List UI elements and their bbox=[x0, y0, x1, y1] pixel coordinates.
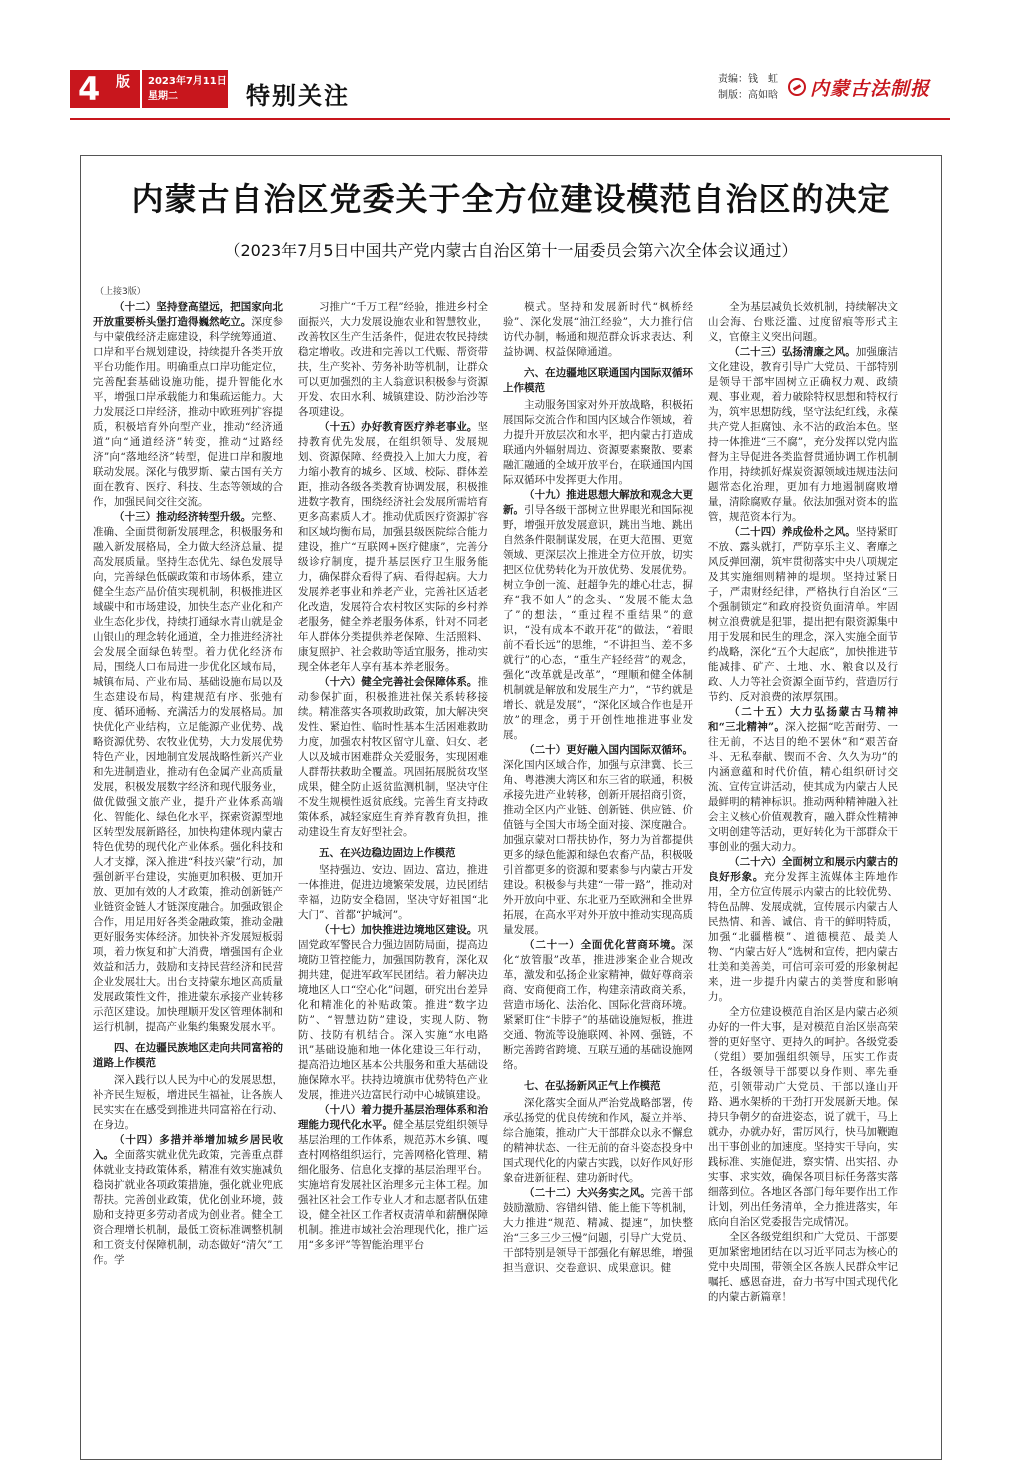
article-title: 内蒙古自治区党委关于全方位建设模范自治区的决定 bbox=[131, 180, 891, 218]
article-paragraph bbox=[503, 1096, 693, 1186]
article-paragraph bbox=[708, 1005, 898, 1230]
paragraph-text: 完善干部鼓励激励、容错纠错、能上能下等机制，大力推进“规范、精减、提速”，加快整治“三多三少三慢”问题，引导广大党员、干部特别是领导干部强化有解思维，增强担当意识、交卷意识、成果意识。健 bbox=[503, 1187, 693, 1274]
paragraph-text: 深化落实全面从严治党战略部署，传承弘扬党的优良传统和作风，凝立并举、综合施策，推动广大干部群众以永不懈怠的精神状态、一往无前的奋斗姿态投身中国式现代化的内蒙古实践，以好作风好形象奋进新征程、建功新时代。 bbox=[503, 1097, 693, 1184]
paragraph-text: 坚持紧盯不放、露头就打，严防享乐主义、奢靡之风反弹回潮，筑牢贯彻落实中央八项规定及其实施细则精神的堤坝。坚持过紧日子，严肃财经纪律，严格执行自治区“三个强制锁定”和政府投资负面清单。牢固树立浪费就是犯罪，提出把有限资源集中用于发展和民生的理念，深入实施全面节约战略，深化“五个大起底”，加快推进节能减排、矿产、土地、水、粮食以及行政、人力等社会资源全面节约，营造厉行节约、反对浪费的浓厚氛围。 bbox=[708, 526, 898, 703]
article-column-3 bbox=[503, 300, 693, 1450]
newspaper-logo bbox=[788, 72, 930, 102]
subsection-lead: （二十五）大力弘扬蒙古马精神和“三北精神”。 bbox=[708, 706, 898, 733]
paragraph-text: 深入挖掘“吃苦耐劳、一往无前，不达目的绝不罢休”和“艰苦奋斗、无私奉献、锲而不舍、久久为功”的内涵意蕴和时代价值，精心组织研讨交流、宣传宣讲活动，使其成为内蒙古人民最鲜明的精神标识。推动两种精神融入社会主义核心价值观教育，融入群众性精神文明创建等活动，更好转化为干部群众干事创业的强大动力。 bbox=[708, 721, 898, 853]
credits bbox=[718, 72, 778, 104]
article-paragraph bbox=[708, 525, 898, 705]
article-paragraph bbox=[503, 743, 693, 938]
logo-emblem-icon bbox=[788, 78, 806, 96]
subsection-lead: （十九）推进思想大解放和观念大更新。 bbox=[503, 489, 693, 516]
article-subtitle: （2023年7月5日中国共产党内蒙古自治区第十一届委员会第六次全体会议通过） bbox=[224, 241, 798, 260]
article-frame bbox=[80, 155, 942, 1460]
article-column-2 bbox=[298, 300, 488, 1450]
article-paragraph bbox=[708, 1230, 898, 1305]
paragraph-text: 巩固党政军警民合力强边固防局面，提高边境防卫管控能力，加强国防教育，深化双拥共建，促进军政军民团结。着力解决边境地区人口“空心化”问题，研究出台差异化和精准化的补贴政策。推进“数字边防”、“智慧边防”建设，实现人防、物防、技防有机结合。深入实施“水电路讯”基础设施和地一体化建设三年行动，提高沿边地区基本公共服务和重大基础设施保障水平。扶持边境旗市优势特色产业发展，推进兴边富民行动中心城镇建设。 bbox=[298, 924, 488, 1101]
article-paragraph bbox=[503, 488, 693, 743]
subsection-lead: （二十四）养成俭朴之风。 bbox=[729, 526, 856, 538]
article-paragraph bbox=[298, 1103, 488, 1253]
article-paragraph bbox=[298, 863, 488, 923]
paragraph-text: 充分发挥主流媒体主阵地作用，全方位宣传展示内蒙古的比较优势、特色品牌、发展成就，宣传展示内蒙古人民热情、和善、诚信、肯干的鲜明特质，加强“北疆楷模”、道德模范、最美人物、“内蒙古好人”选树和宣传，把内蒙古壮美和美善美，可信可亲可爱的形象树起来，进一步提升内蒙古的美誉度和影响力。 bbox=[708, 871, 898, 1003]
paragraph-text: 坚持教育优先发展，在组织领导、发展规划、资源保障、经费投入上加大力度，着力缩小教育的城乡、区域、校际、群体差距，推动各级各类教育协调发展，积极推进数字教育，围绕经济社会发展所需培育更多高素质人才。推动优质医疗资源扩容和区域均衡布局，加强县级医院综合能力建设，推广“互联网+医疗健康”，完善分级诊疗制度，提升基层医疗卫生服务能力，确保群众看得了病、看得起病。大力发展养老事业和养老产业，完善社区适老化改造，发展符合农村牧区实际的乡村养老服务，健全养老服务体系，针对不同老年人群体分类提供养老保障、生活照料、康复照护、社会救助等适宜服务，推动实现全体老年人享有基本养老服务。 bbox=[298, 421, 488, 673]
subsection-lead: （二十一）全面优化营商环境。 bbox=[524, 939, 683, 951]
subsection-lead: （二十二）大兴务实之风。 bbox=[524, 1187, 651, 1199]
subsection-lead: （二十）更好融入国内国际双循环。 bbox=[524, 744, 693, 756]
section-heading: 七、在弘扬新风正气上作模范 bbox=[524, 1080, 661, 1092]
article-paragraph bbox=[708, 345, 898, 525]
header-rule bbox=[70, 118, 950, 120]
paragraph-text: 深化国内区域合作，加强与京津冀、长三角、粤港澳大湾区和东三省的联通，积极承接先进产业转移，创新开展招商引资，推动全区内产业链、创新链、供应链、价值链与全国大市场全面对接、深度融合。加强京蒙对口帮扶协作，努力为首都提供更多的绿色能源和绿色农畜产品，积极吸引首都更多的资源和要素参与内蒙古开发建设。积极参与共建“一带一路”，推动对外开放向中亚、东北亚乃至欧洲和全世界拓展，在高水平对外开放中推动实现高质量发展。 bbox=[503, 759, 693, 936]
newspaper-name: 内蒙古法制报 bbox=[810, 77, 931, 100]
date-badge bbox=[142, 70, 228, 108]
paragraph-text: 推动参保扩面，积极推进社保关系转移接续。精准落实各项救助政策，加大解决突发性、紧迫性、临时性基本生活困难救助力度，加强农村牧区留守儿童、妇女、老人以及城市困难群众关爱服务，实现困难人群帮扶救助全覆盖。巩固拓展脱贫攻坚成果，健全防止返贫监测机制，坚决守住不发生规模性返贫底线。完善生育支持政策体系，减轻家庭生育养育教育负担，推动建设生育友好型社会。 bbox=[298, 676, 488, 838]
page-number: 4 bbox=[78, 70, 101, 108]
page-number-badge bbox=[70, 70, 140, 108]
article-paragraph bbox=[708, 855, 898, 1005]
section-heading: 六、在边疆地区联通国内国际双循环上作模范 bbox=[503, 367, 693, 394]
paragraph-text: 深入践行以人民为中心的发展思想，补齐民生短板，增进民生福祉，让各族人民实实在在感受到推进共同富裕在行动、在身边。 bbox=[93, 1074, 283, 1131]
continued-note: （上接3版） bbox=[95, 287, 146, 297]
paragraph-text: 深化“放管服”改革，推进涉案企业合规改革，激发和弘扬企业家精神，做好尊商亲商、安商便商工作，构建亲清政商关系，营造市场化、法治化、国际化营商环境。紧紧盯住“卡脖子”的基础设施短板，推进交通、物流等设施联网、补网、强链，不断完善跨省跨境、互联互通的基础设施网络。 bbox=[503, 939, 693, 1071]
article-paragraph bbox=[298, 300, 488, 420]
article-paragraph bbox=[298, 420, 488, 675]
subsection-lead: （十七）加快推进边境地区建设。 bbox=[319, 924, 478, 936]
issue-weekday: 星期二 bbox=[148, 91, 178, 102]
article-paragraph bbox=[93, 1133, 283, 1268]
paragraph-text: 主动服务国家对外开放战略，积极拓展国际交流合作和国内区域合作领域，着力提升开放层次和水平，把内蒙古打造成联通内外辐射周边、资源要素聚散、要素融汇融通的全域开放平台，在联通国内国际双循环中发挥更大作用。 bbox=[503, 399, 693, 486]
subsection-lead: （十六）健全完善社会保障体系。 bbox=[319, 676, 478, 688]
subsection-lead: （十三）推动经济转型升级。 bbox=[114, 511, 252, 523]
article-paragraph bbox=[503, 300, 693, 360]
paragraph-text: 引导各级干部树立世界眼光和国际视野，增强开放发展意识，跳出当地、跳出自然条件限制谋发展，在更大范围、更宽领域、更深层次上推进全方位开放，切实把区位优势转化为开放优势、发展优势。树立争创一流、赶超争先的雄心壮志，摒弃“我不如人”的念头、“发展不能太急了”的想法，“重过程不重结果”的意识，“没有成本不敢开花”的做法，“着眼前不看长远”的思维，“不讲担当、差不多就行”的心态，“重生产轻经营”的观念，强化“改革就是改革”，“理顺和健全体制机制就是解放和发展生产力”，“节约就是增长、就是发展”，“深化区域合作也是开放”的理念，勇于开创性地推进事业发展。 bbox=[503, 504, 693, 741]
article-paragraph bbox=[503, 938, 693, 1073]
article-paragraph bbox=[503, 398, 693, 488]
paragraph-text: 全方位建设模范自治区是内蒙古必须办好的一件大事，是对模范自治区崇高荣誉的更好坚守、更持久的呵护。各级党委（党组）要加强组织领导，压实工作责任，各级领导干部要以身作则、率先垂范，引领带动广大党员、干部以逢山开路、遇水架桥的干劲打开发展新天地。保持只争朝夕的奋进姿态，说了就干，马上就办，办就办好，雷厉风行，快马加鞭跑出干事创业的加速度。坚持实干导向，实践标准、实施促进，察实情、出实招、办实事、求实效，确保各项目标任务落实落细落到位。各地区各部门每年要作出工作计划，列出任务清单，全力推进落实，年底向自治区党委报告完成情况。 bbox=[708, 1006, 898, 1228]
paragraph-text: 深度参与中蒙俄经济走廊建设，科学统筹通道、口岸和平台规划建设，持续提升各类开放平台功能作用。明确重点口岸功能定位，完善配套基础设施功能，提升智能化水平，增强口岸承载能力和集疏运能力。大力发展泛口岸经济，推动中欧班列扩容提质，积极培育外向型产业，推动“经济通道”向“通道经济”转变，推动“过路经济”向“落地经济”转型，促进口岸和腹地联动发展。深化与俄罗斯、蒙古国有关方面在教育、医疗、科技、生态等领域的合作，加强民间交往交流。 bbox=[93, 316, 283, 508]
article-paragraph bbox=[708, 300, 898, 345]
subsection-lead: （二十六）全面树立和展示内蒙古的良好形象。 bbox=[708, 856, 898, 883]
article-column-1 bbox=[93, 300, 283, 1450]
paragraph-text: 习推广“千万工程”经验，推进乡村全面振兴，大力发展设施农业和智慧牧业，改善牧区生产生活条件，促进农牧民持续稳定增收。改进和完善以工代赈、帮资带扶，生产奖补、劳务补助等机制，让群众可以更加强烈的主人翁意识积极参与资源开发、农田水利、城镇建设、防沙治沙等各项建设。 bbox=[298, 301, 488, 418]
subsection-lead: （二十三）弘扬清廉之风。 bbox=[729, 346, 856, 358]
article-paragraph bbox=[503, 1186, 693, 1276]
article-paragraph bbox=[298, 923, 488, 1103]
paragraph-text: 健全基层党组织领导基层治理的工作体系，规范苏木乡镇、嘎查村网格组织运行，完善网格化管理、精细化服务、信息化支撑的基层治理平台。实施培育发展社区治理多元主体工程。加强社区社会工作专业人才和志愿者队伍建设，健全社区工作者权责清单和薪酬保障机制。推进市域社会治理现代化，推广运用“多多评”等智能治理平台 bbox=[298, 1119, 488, 1251]
paragraph-text: 全区各级党组织和广大党员、干部要更加紧密地团结在以习近平同志为核心的党中央周围，带领全区各族人民群众牢记嘱托、感恩奋进，奋力书写中国式现代化的内蒙古新篇章！ bbox=[708, 1231, 898, 1303]
section-heading: 五、在兴边稳边固边上作模范 bbox=[319, 847, 456, 859]
editor-credit: 责编：钱 虹 bbox=[718, 74, 778, 85]
subsection-lead: （十五）办好教育医疗养老事业。 bbox=[319, 421, 478, 433]
subsection-lead: （十二）坚持登高望远，把国家向北开放重要桥头堡打造得巍然屹立。 bbox=[93, 301, 283, 328]
article-paragraph bbox=[93, 300, 283, 510]
subsection-lead: （十八）着力提升基层治理体系和治理能力现代化水平。 bbox=[298, 1104, 488, 1131]
issue-date: 2023年7月11日 bbox=[148, 76, 227, 87]
paragraph-text: 完整、准确、全面贯彻新发展理念，积极服务和融入新发展格局，全力做大经济总量、提高发展质量。坚持生态优先、绿色发展导向，完善绿色低碳政策和市场体系，建立健全生态产品价值实现机制，积极推进区域碳中和市场建设，加快生态产业化和产业生态化步伐，持续打通绿水青山就是金山银山的理念转化通道，全力推进经济社会发展全面绿色转型。着力优化经济布局，围绕人口布局进一步优化区域布局，城镇布局、产业布局、基础设施布局以及生态建设布局，构建规范有序、张弛有度、循环通畅、充满活力的发展格局。加快优化产业结构，立足能源产业优势、战略资源优势、农牧业优势，大力发展优势特色产业，因地制宜发展战略性新兴产业和先进制造业，推动有色金属产业高质量发展，积极发展数字经济和现代服务业，做优做强文旅产业，提升产业体系高端化、智能化、绿色化水平，探索资源型地区转型发展新路径，加快构建体现内蒙古特色优势的现代化产业体系。强化科技和人才支撑，深入推进“科技兴蒙”行动，加强创新平台建设，实施更加积极、更加开放、更加有效的人才政策，推动创新链产业链资金链人才链深度融合。加强政银企合作，用足用好各类金融政策，推动金融更好服务实体经济。加快补齐发展短板弱项，着力恢复和扩大消费，增强国有企业效益和活力，鼓励和支持民营经济和民营企业发展壮大。出台支持蒙东地区高质量发展政策性文件，推进蒙东承接产业转移示范区建设。加快理顺开发区管理体制和运行机制，提高产业集约集聚发展水平。 bbox=[93, 511, 283, 1033]
section-heading: 四、在边疆民族地区走向共同富裕的道路上作模范 bbox=[93, 1042, 283, 1069]
article-column-4 bbox=[708, 300, 898, 1450]
page-header bbox=[70, 60, 950, 116]
article-paragraph bbox=[93, 510, 283, 1035]
paragraph-text: 模式。坚持和发展新时代“枫桥经验”、深化发展“油江经验”，大力推行信访代办制，畅通和规范群众诉求表达、利益协调、权益保障通道。 bbox=[503, 301, 693, 358]
article-paragraph bbox=[708, 705, 898, 855]
subsection-lead: （十四）多措并举增加城乡居民收入。 bbox=[93, 1134, 283, 1161]
paragraph-text: 全面落实就业优先政策，完善重点群体就业支持政策体系，精准有效实施减负稳岗扩就业各项政策措施，强化就业兜底帮扶。完善创业政策，优化创业环境，鼓励和支持更多劳动者成为创业者。健全工资合理增长机制，最低工资标准调整机制和工资支付保障机制，动态做好“清欠”工作。学 bbox=[93, 1149, 283, 1266]
article-paragraph bbox=[93, 1073, 283, 1133]
article-paragraph bbox=[298, 675, 488, 840]
paragraph-text: 加强廉洁文化建设，教育引导广大党员、干部特别是领导干部牢固树立正确权力观、政绩观、事业观，着力破除特权思想和特权行为，筑牢思想防线，坚守法纪红线，永葆共产党人拒腐蚀、永不沾的政治本色。坚持一体推进“三不腐”，充分发挥以党内监督为主导促进各类监督贯通协调工作机制作用，持续抓好煤炭资源领域违规违法问题常态化治理，更加有力地遏制腐败增量，清除腐败存量。依法加强对资本的监管，规范资本行为。 bbox=[708, 346, 898, 523]
producer-credit: 制版：高如晗 bbox=[718, 90, 778, 101]
paragraph-text: 全为基层减负长效机制，持续解决文山会海、台账泛滥、过度留痕等形式主义，官僚主义突出问题。 bbox=[708, 301, 898, 343]
section-title: 特别关注 bbox=[246, 82, 350, 110]
page-label: 版 bbox=[114, 74, 130, 88]
paragraph-text: 坚持强边、安边、固边、富边，推进一体推进，促进边境繁荣发展，边民团结幸福，边防安全稳固，坚决守好祖国“北大门”、首都“护城河”。 bbox=[298, 864, 488, 921]
